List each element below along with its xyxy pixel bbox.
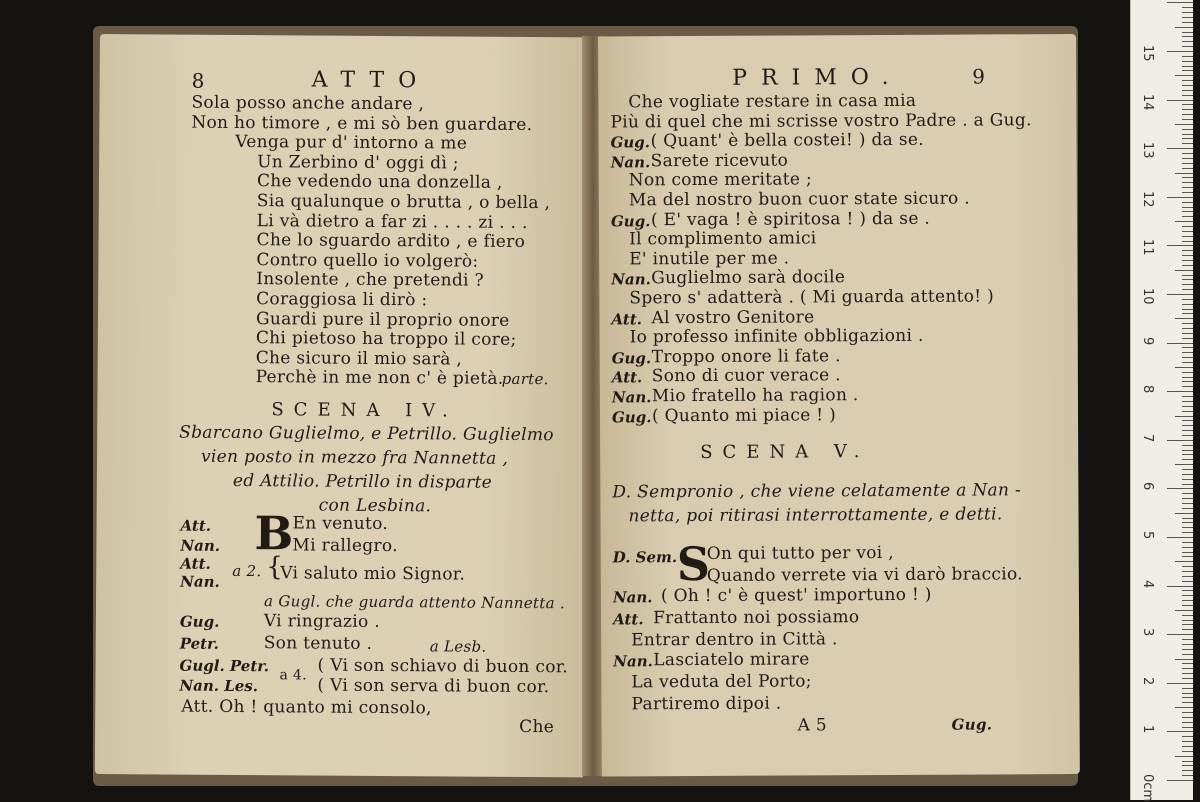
ruler-tick	[1182, 80, 1193, 81]
ruler-tick	[1182, 309, 1193, 310]
ruler-label: 8	[1140, 385, 1155, 394]
ruler-tick	[1182, 347, 1193, 348]
ruler-tick	[1182, 255, 1193, 256]
right-page	[598, 34, 1080, 776]
verse-line: Un Zerbino d' oggi dì ;	[257, 151, 459, 174]
measuring-ruler	[1130, 0, 1193, 800]
dialogue-line: Guglielmo sarà docile	[651, 267, 846, 289]
ruler-tick	[1167, 634, 1193, 635]
ruler-tick	[1182, 556, 1193, 557]
dialogue-line: Spero s' adatterà . ( Mi guarda attento! )	[629, 286, 995, 309]
ruler-tick	[1175, 173, 1193, 174]
dialogue-line: Son tenuto .	[263, 633, 373, 654]
ruler-tick	[1167, 343, 1193, 344]
ruler-tick	[1182, 498, 1193, 499]
dialogue-line: ( Quant' è bella costei! ) da se.	[650, 129, 924, 152]
dialogue-line: Più di quel che mi scrisse vostro Padre . a Gug.	[610, 109, 1032, 133]
ruler-tick	[1182, 163, 1193, 164]
ruler-tick	[1167, 197, 1193, 198]
ruler-tick	[1182, 104, 1193, 105]
ruler-label: 3	[1140, 628, 1155, 637]
dialogue-line: On qui tutto per voi ,	[706, 542, 894, 564]
ruler-tick	[1182, 211, 1193, 212]
ruler-tick	[1182, 566, 1193, 567]
ruler-tick	[1182, 629, 1193, 630]
ruler-tick	[1182, 41, 1193, 42]
ruler-tick	[1182, 673, 1193, 674]
dialogue-line: Frattanto noi possiamo	[653, 607, 860, 629]
ruler-tick	[1167, 537, 1193, 538]
ruler-tick	[1167, 683, 1193, 684]
ruler-label: 11	[1140, 239, 1155, 256]
ruler-tick	[1182, 17, 1193, 18]
ruler-tick	[1182, 61, 1193, 62]
ruler-tick	[1182, 639, 1193, 640]
ruler-tick	[1182, 381, 1193, 382]
ruler-tick	[1175, 75, 1193, 76]
ruler-tick	[1182, 168, 1193, 169]
ruler-tick	[1182, 182, 1193, 183]
verse-line: Sia qualunque o brutta , o bella ,	[256, 191, 551, 214]
dialogue-line: ( Quanto mi piace ! )	[651, 404, 837, 426]
drop-cap: S	[676, 536, 711, 592]
ruler-tick	[1182, 109, 1193, 110]
catchword: Che	[519, 716, 555, 738]
ruler-tick	[1182, 474, 1193, 475]
ruler-tick	[1182, 445, 1193, 446]
ruler-tick	[1167, 780, 1193, 781]
ruler-tick	[1182, 547, 1193, 548]
ruler-tick	[1182, 770, 1193, 771]
speaker-label: Nan. Les.	[179, 676, 259, 696]
verse-line: Chi pietoso ha troppo il core;	[255, 328, 517, 351]
ruler-label: 10	[1140, 288, 1155, 305]
ruler-tick	[1182, 95, 1193, 96]
ruler-tick	[1182, 260, 1193, 261]
ruler-tick	[1167, 245, 1193, 246]
ruler-tick	[1182, 22, 1193, 23]
exit-note: parte.	[501, 369, 549, 389]
speaker-label: Gug.	[179, 612, 220, 631]
catchword: Gug.	[951, 715, 993, 734]
ruler-tick	[1182, 216, 1193, 217]
ruler-tick	[1182, 469, 1193, 470]
left-page	[95, 34, 588, 777]
ruler-tick	[1182, 576, 1193, 577]
speaker-label: Nan.	[610, 153, 651, 172]
ruler-tick	[1182, 508, 1193, 509]
ruler-tick	[1182, 571, 1193, 572]
ruler-tick	[1182, 654, 1193, 655]
dialogue-line: Ma del nostro buon cuor state sicuro .	[628, 188, 970, 211]
ruler-tick	[1182, 493, 1193, 494]
ruler-tick	[1182, 761, 1193, 762]
ruler-tick	[1167, 586, 1193, 587]
page-number: 8	[191, 68, 205, 93]
ruler-tick	[1182, 333, 1193, 334]
dialogue-line: Quando verrete via vi darò braccio.	[706, 564, 1023, 586]
ruler-tick	[1182, 313, 1193, 314]
verse-line: Contro quello io volgerò:	[256, 249, 479, 272]
stage-direction: a Lesb.	[429, 637, 487, 656]
ruler-tick	[1182, 323, 1193, 324]
ruler-tick	[1182, 129, 1193, 130]
dialogue-line: Partiremo dipoi .	[631, 693, 782, 715]
ruler-tick	[1182, 66, 1193, 67]
ruler-tick	[1182, 207, 1193, 208]
ruler-tick	[1175, 707, 1193, 708]
ruler-tick	[1182, 192, 1193, 193]
ruler-label: 5	[1140, 531, 1155, 540]
speaker-label: Nan.	[180, 536, 221, 555]
ruler-tick	[1182, 279, 1193, 280]
ruler-tick	[1182, 712, 1193, 713]
ruler-label: 4	[1140, 579, 1155, 588]
ruler-tick	[1167, 51, 1193, 52]
ruler-tick	[1182, 328, 1193, 329]
ruler-tick	[1182, 406, 1193, 407]
ruler-tick	[1182, 435, 1193, 436]
dialogue-line: Lasciatelo mirare	[653, 649, 810, 671]
dialogue-line: Io professo infinite obbligazioni .	[629, 325, 924, 348]
scene-heading: SCENA V.	[700, 441, 870, 463]
ruler-tick	[1182, 542, 1193, 543]
ruler-tick	[1182, 605, 1193, 606]
dialogue-line: E' inutile per me .	[629, 248, 790, 270]
dialogue-line: Vi saluto mio Signor.	[280, 563, 466, 585]
ruler-tick	[1182, 114, 1193, 115]
ruler-tick	[1182, 581, 1193, 582]
running-head: ATTO	[311, 67, 431, 94]
ruler-tick	[1182, 202, 1193, 203]
ruler-tick	[1182, 70, 1193, 71]
speaker-label: Nan.	[611, 270, 651, 289]
ruler-tick	[1167, 2, 1193, 3]
ruler-tick	[1182, 454, 1193, 455]
ruler-tick	[1182, 717, 1193, 718]
ruler-tick	[1175, 561, 1193, 562]
ruler-tick	[1167, 391, 1193, 392]
ruler-label: 7	[1140, 433, 1155, 443]
ruler-tick	[1182, 275, 1193, 276]
ruler-tick	[1182, 396, 1193, 397]
ruler-tick	[1175, 756, 1193, 757]
signature-mark: A 5	[797, 715, 828, 736]
ruler-tick	[1175, 318, 1193, 319]
ruler-tick	[1182, 32, 1193, 33]
ruler-tick	[1182, 56, 1193, 57]
ruler-tick	[1182, 649, 1193, 650]
ruler-tick	[1182, 688, 1193, 689]
ruler-tick	[1182, 153, 1193, 154]
ruler-tick	[1182, 741, 1193, 742]
ruler-tick	[1182, 751, 1193, 752]
scene-direction-line: con Lesbina.	[318, 495, 432, 517]
ensemble-marker: a 4.	[279, 667, 307, 684]
ruler-tick	[1182, 377, 1193, 378]
ruler-tick	[1182, 134, 1193, 135]
ruler-tick	[1182, 459, 1193, 460]
dialogue-line: Al vostro Genitore	[651, 306, 815, 328]
ruler-tick	[1182, 187, 1193, 188]
ruler-tick	[1175, 367, 1193, 368]
scene-heading: SCENA IV.	[271, 399, 458, 422]
stage-direction: a Gugl. che guarda attento Nannetta .	[263, 592, 566, 613]
ruler-tick	[1182, 532, 1193, 533]
ruler-tick	[1167, 148, 1193, 149]
ruler-tick	[1182, 177, 1193, 178]
dialogue-line: Entrar dentro in Città .	[631, 629, 838, 651]
dialogue-line: Mi rallegro.	[292, 535, 398, 557]
ruler-tick	[1182, 420, 1193, 421]
speaker-label: Gug.	[611, 349, 652, 368]
ruler-tick	[1182, 226, 1193, 227]
page-number: 9	[972, 64, 986, 89]
ruler-tick	[1182, 663, 1193, 664]
verse-line: Non ho timore , e mi sò ben guardare.	[191, 112, 533, 135]
ruler-tick	[1182, 479, 1193, 480]
ruler-tick	[1182, 362, 1193, 363]
speaker-label: Gug.	[611, 407, 652, 427]
ruler-tick	[1182, 36, 1193, 37]
scene-direction-line: vien posto in mezzo fra Nannetta ,	[200, 446, 509, 469]
ruler-tick	[1182, 119, 1193, 120]
dialogue-line: La veduta del Porto;	[631, 671, 812, 693]
drop-cap: B	[254, 506, 294, 561]
ruler-tick	[1182, 644, 1193, 645]
verse-line: Sola posso anche andare ,	[191, 92, 425, 115]
ruler-tick	[1182, 678, 1193, 679]
scene-direction-line: D. Sempronio , che viene celatamente a Nan -	[612, 480, 1022, 503]
scene-direction-line: Sbarcano Guglielmo, e Petrillo. Guglielmo	[179, 422, 554, 446]
dialogue-line: Sarete ricevuto	[650, 150, 789, 172]
ruler-tick	[1182, 143, 1193, 144]
verse-line: Che vedendo una donzella ,	[256, 171, 503, 194]
ruler-tick	[1182, 702, 1193, 703]
ruler-tick	[1182, 231, 1193, 232]
speaker-label: Gug.	[610, 211, 651, 231]
ruler-tick	[1182, 425, 1193, 426]
ruler-tick	[1175, 464, 1193, 465]
ruler-tick	[1182, 620, 1193, 621]
dialogue-line: ( Vi son serva di buon cor.	[317, 675, 550, 698]
ruler-tick	[1182, 46, 1193, 47]
dialogue-line: Mio fratello ha ragion .	[651, 385, 859, 407]
dialogue-line: Il complimento amici	[629, 228, 817, 250]
ruler-label: 2	[1140, 676, 1155, 686]
verse-line: Insolente , che pretendi ?	[256, 269, 485, 292]
ruler-tick	[1182, 357, 1193, 358]
ruler-tick	[1175, 124, 1193, 125]
ruler-tick	[1182, 503, 1193, 504]
ruler-tick	[1182, 85, 1193, 86]
ruler-tick	[1182, 430, 1193, 431]
ruler-tick	[1182, 522, 1193, 523]
speaker-label: Att.	[613, 610, 644, 629]
speaker-label: Petr.	[179, 634, 219, 653]
verse-line: Perchè in me non c' è pietà.	[255, 367, 504, 390]
dialogue-line: ( E' vaga ! è spiritosa ! ) da se .	[650, 208, 931, 230]
ruler-label: 15	[1140, 45, 1155, 62]
ruler-tick	[1182, 736, 1193, 737]
ruler-label: 6	[1140, 482, 1155, 491]
speaker-label: Att.	[611, 309, 643, 329]
ruler-tick	[1182, 304, 1193, 305]
speaker-label: Gugl. Petr.	[179, 656, 270, 676]
ruler-tick	[1167, 100, 1193, 101]
ruler-tick	[1182, 284, 1193, 285]
ruler-tick	[1182, 386, 1193, 387]
ruler-tick	[1182, 615, 1193, 616]
ruler-tick	[1182, 12, 1193, 13]
ruler-tick	[1182, 90, 1193, 91]
dialogue-line: ( Vi son schiavo di buon cor.	[317, 655, 569, 678]
speaker-label: Att.	[180, 554, 211, 573]
ruler-tick	[1182, 158, 1193, 159]
ruler-tick	[1182, 236, 1193, 237]
ruler-tick	[1175, 659, 1193, 660]
speaker-label: D. Sem.	[612, 548, 678, 567]
speaker-label: Att.	[180, 516, 212, 535]
speaker-label: Nan.	[180, 572, 220, 591]
scene-direction-line: netta, poi ritirasi interrottamente, e detti.	[628, 504, 1003, 527]
ruler-tick	[1182, 289, 1193, 290]
ruler-tick	[1182, 338, 1193, 339]
verse-line: Che lo sguardo ardito , e fiero	[256, 230, 526, 253]
ruler-tick	[1182, 411, 1193, 412]
running-head: PRIMO.	[732, 64, 903, 91]
ruler-label: 9	[1140, 336, 1155, 345]
ruler-tick	[1182, 265, 1193, 266]
ruler-tick	[1182, 250, 1193, 251]
ruler-tick	[1167, 440, 1193, 441]
verse-line: Venga pur d' intorno a me	[235, 132, 468, 154]
ruler-tick	[1182, 668, 1193, 669]
ruler-tick	[1175, 513, 1193, 514]
ruler-label: 0cm	[1140, 774, 1155, 802]
ruler-label: 14	[1140, 93, 1155, 111]
ruler-tick	[1182, 746, 1193, 747]
ensemble-marker: a 2.	[232, 561, 262, 581]
ruler-tick	[1175, 221, 1193, 222]
ruler-tick	[1182, 299, 1193, 300]
ruler-tick	[1167, 731, 1193, 732]
brace-glyph: {	[266, 552, 283, 583]
ruler-tick	[1182, 352, 1193, 353]
dialogue-line: Che vogliate restare in casa mia	[628, 90, 917, 113]
ruler-tick	[1182, 727, 1193, 728]
ruler-tick	[1175, 270, 1193, 271]
ruler-tick	[1175, 27, 1193, 28]
ruler-tick	[1182, 527, 1193, 528]
ruler-tick	[1182, 624, 1193, 625]
ruler-tick	[1182, 693, 1193, 694]
speaker-label: Gug.	[610, 133, 651, 152]
ruler-label: 1	[1140, 725, 1155, 734]
ruler-tick	[1182, 697, 1193, 698]
ruler-tick	[1182, 552, 1193, 553]
verse-line: Li và dietro a far zi . . . . zi . . .	[256, 210, 528, 233]
ruler-label: 13	[1140, 142, 1155, 159]
speaker-label: Att.	[611, 368, 643, 387]
scene-direction-line: ed Attilio. Petrillo in disparte	[232, 470, 493, 493]
ruler-tick	[1182, 518, 1193, 519]
speaker-label: Nan.	[611, 388, 652, 407]
ruler-tick	[1175, 416, 1193, 417]
ruler-tick	[1182, 600, 1193, 601]
ruler-tick	[1167, 294, 1193, 295]
verse-line: Coraggiosa li dirò :	[256, 289, 428, 311]
ruler-tick	[1182, 590, 1193, 591]
speaker-label: Nan.	[612, 588, 653, 607]
speaker-label: Nan.	[613, 652, 653, 671]
ruler-tick	[1182, 450, 1193, 451]
ruler-tick	[1182, 138, 1193, 139]
dialogue-line: Vi ringrazio .	[263, 611, 381, 632]
dialogue-line: ( Oh ! c' è quest' importuno ! )	[660, 584, 932, 607]
ruler-tick	[1175, 610, 1193, 611]
dialogue-line: Att. Oh ! quanto mi consolo,	[181, 696, 432, 719]
dialogue-line: Sono di cuor verace .	[651, 365, 841, 387]
ruler-tick	[1182, 765, 1193, 766]
ruler-tick	[1182, 484, 1193, 485]
ruler-tick	[1182, 775, 1193, 776]
dialogue-line: Troppo onore li fate .	[651, 346, 841, 368]
ruler-label: 12	[1140, 190, 1155, 208]
ruler-tick	[1182, 401, 1193, 402]
dialogue-line: Non come meritate ;	[628, 169, 813, 191]
dialogue-line: En venuto.	[292, 513, 389, 535]
ruler-tick	[1182, 7, 1193, 8]
ruler-tick	[1182, 595, 1193, 596]
verse-line: Guardi pure il proprio onore	[255, 308, 510, 331]
ruler-tick	[1182, 241, 1193, 242]
ruler-tick	[1182, 722, 1193, 723]
ruler-tick	[1182, 372, 1193, 373]
verse-line: Che sicuro il mio sarà ,	[255, 347, 463, 370]
ruler-tick	[1167, 488, 1193, 489]
